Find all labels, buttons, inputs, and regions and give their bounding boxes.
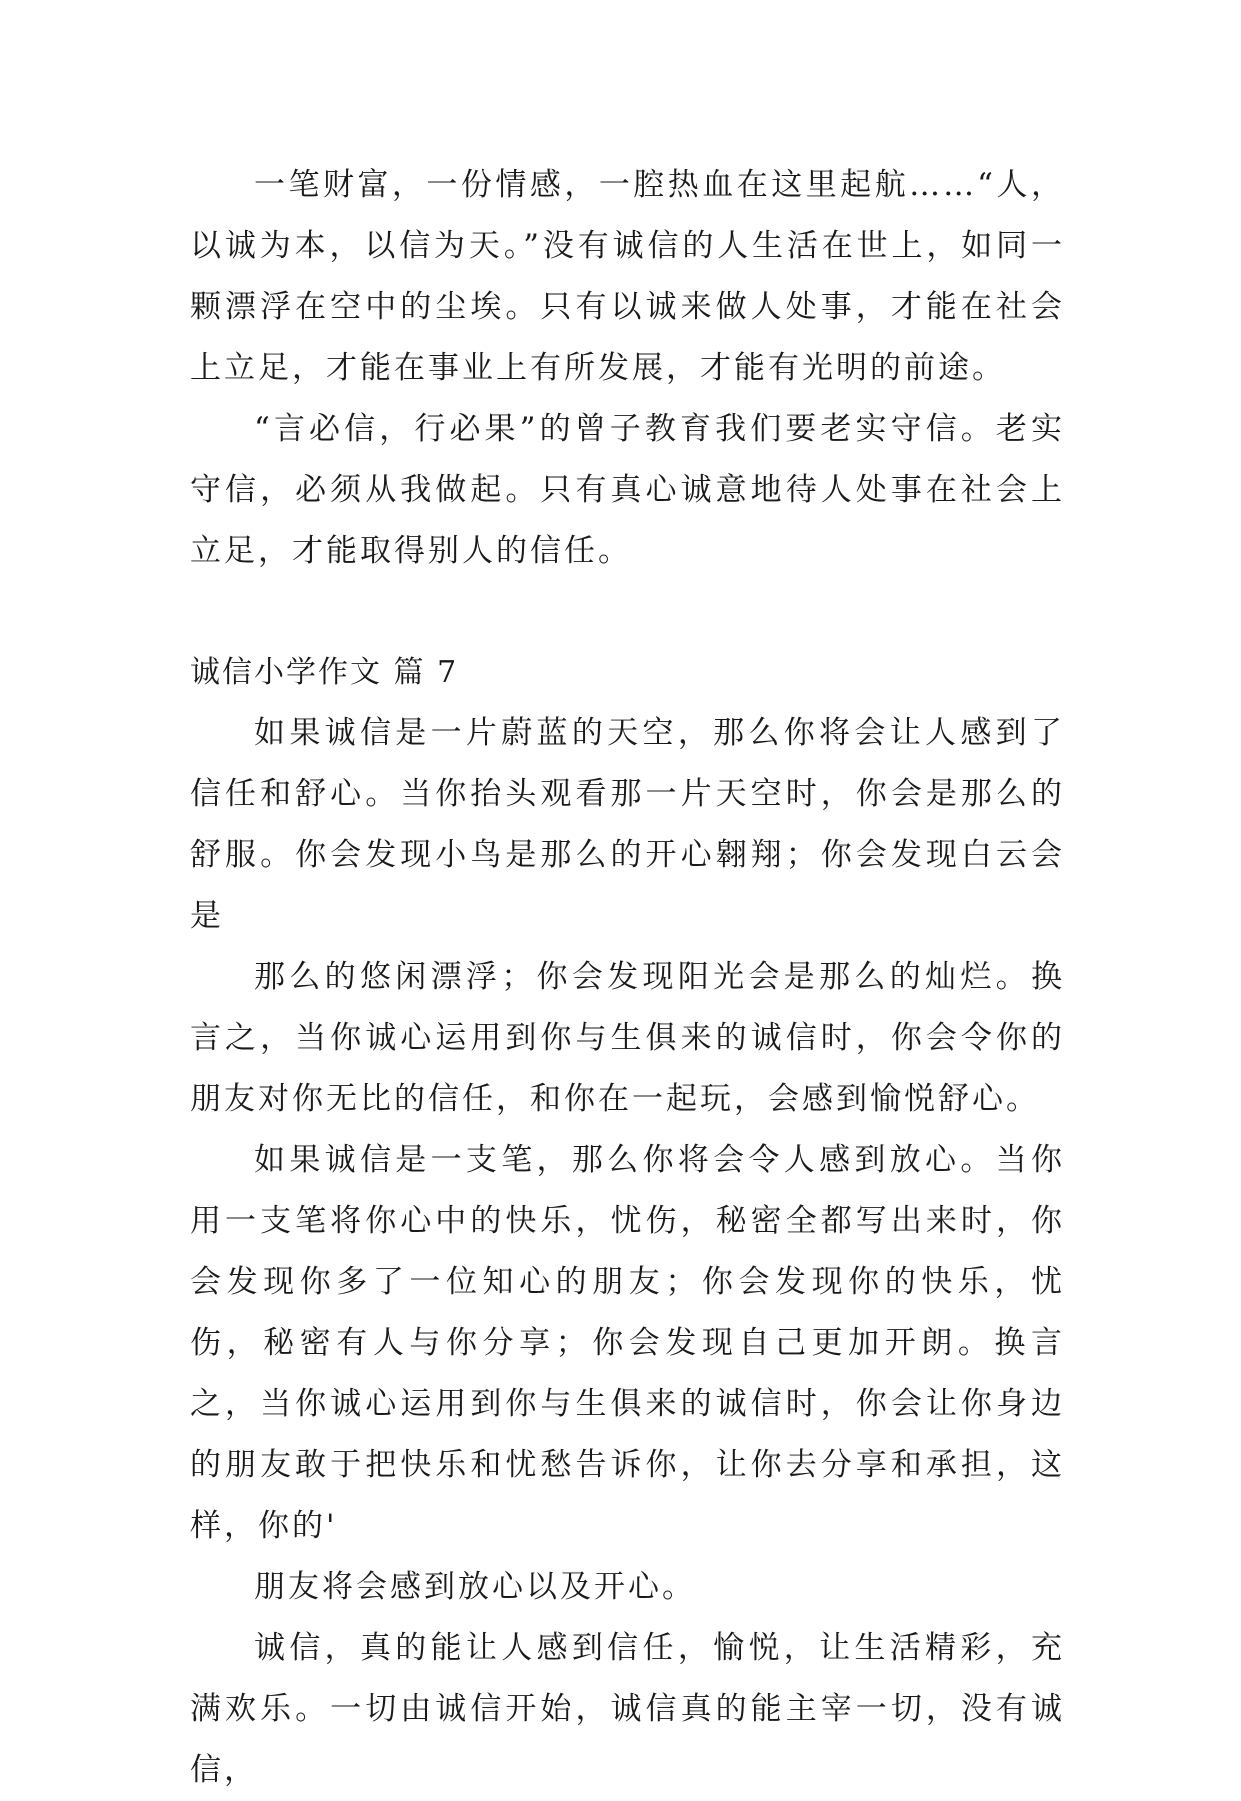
paragraph-3: 如果诚信是一片蔚蓝的天空，那么你将会让人感到了信任和舒心。当你抬头观看那一片天空时，你会是那么的舒服。你会发现小鸟是那么的开心翱翔；你会发现白云会是 — [190, 715, 1065, 934]
document-page — [190, 155, 1065, 1801]
section-heading: 诚信小学作文 篇 7 — [190, 655, 459, 690]
paragraph-2: “言必信，行必果”的曾子教育我们要老实守信。老实守信，必须从我做起。只有真心诚意地待人处事在社会上立足，才能取得别人的信任。 — [190, 411, 1065, 569]
paragraph-6: 朋友将会感到放心以及开心。 — [254, 1569, 696, 1605]
paragraph-5: 如果诚信是一支笔，那么你将会令人感到放心。当你用一支笔将你心中的快乐，忧伤，秘密全都写出来时，你会发现你多了一位知心的朋友；你会发现你的快乐，忧伤，秘密有人与你分享；你会发现自己更加开朗。换言之，当你诚心运用到你与生俱来的诚信时，你会让你身边的朋友敢于把快乐和忧愁告诉你，让你去分享和承担，这样，你的' — [190, 1142, 1065, 1544]
paragraph-7: 诚信，真的能让人感到信任，愉悦，让生活精彩，充满欢乐。一切由诚信开始，诚信真的能主宰一切，没有诚信， — [190, 1630, 1065, 1788]
paragraph-1: 一笔财富，一份情感，一腔热血在这里起航……“人，以诚为本，以信为天。”没有诚信的人生活在世上，如同一颗漂浮在空中的尘埃。只有以诚来做人处事，才能在社会上立足，才能在事业上有所发展，才能有光明的前途。 — [190, 167, 1065, 386]
paragraph-4: 那么的悠闲漂浮；你会发现阳光会是那么的灿烂。换言之，当你诚心运用到你与生俱来的诚信时，你会令你的朋友对你无比的信任，和你在一起玩，会感到愉悦舒心。 — [190, 959, 1065, 1117]
